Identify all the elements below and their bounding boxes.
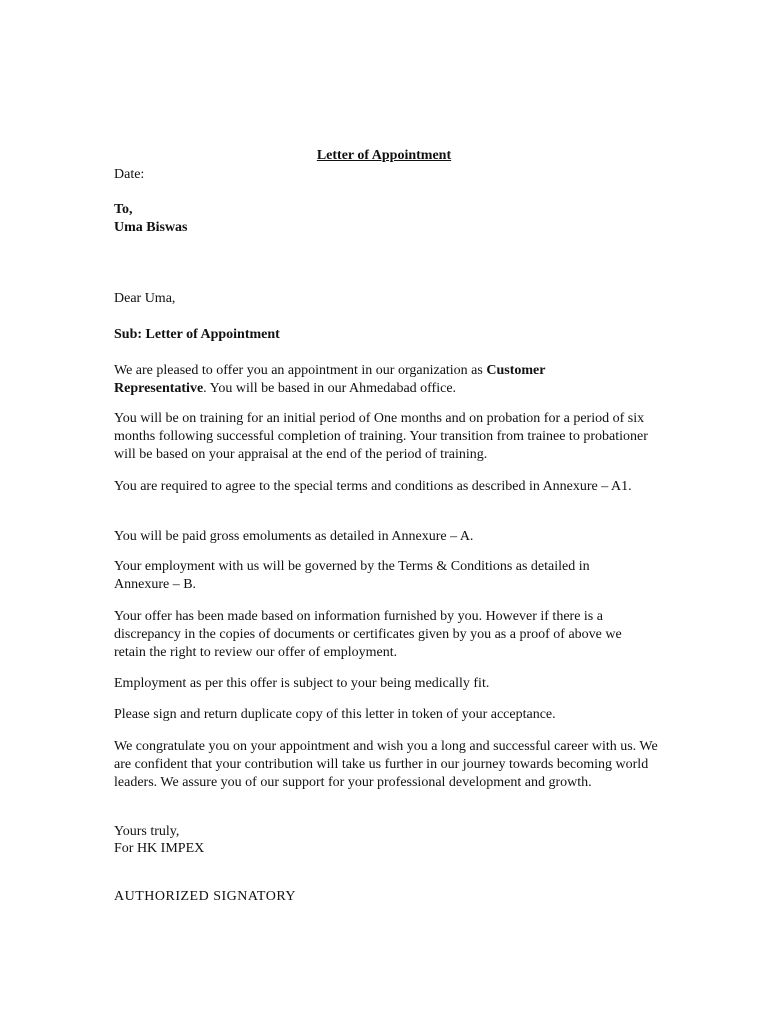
paragraph-congratulations: We congratulate you on your appointment and wish you a long and successful career with us. We are confident that your contribution will take us further in our journey towards becoming world leaders. We assure you of our support for your professional development and growth.: [114, 739, 658, 790]
paragraph-training: You will be on training for an initial period of One months and on probation for a period of six months following successful completion of training. Your transition from trainee to probationer will be based on your appraisal at the end of the period of training.: [114, 411, 648, 462]
job-title: Customer Representative: [114, 363, 546, 396]
company-name: For HK IMPEX: [114, 841, 205, 856]
to-label: To,: [114, 202, 133, 217]
authorized-signatory: AUTHORIZED SIGNATORY: [114, 889, 297, 904]
paragraph-appointment: [114, 362, 584, 398]
subject-line: Sub: Letter of Appointment: [114, 327, 280, 342]
salutation: Dear Uma,: [114, 291, 176, 306]
paragraph-sign-return: Please sign and return duplicate copy of this letter in token of your acceptance.: [114, 707, 556, 722]
paragraph-terms: You are required to agree to the special terms and conditions as described in Annexure – A1.: [114, 479, 632, 494]
paragraph-emoluments: You will be paid gross emoluments as detailed in Annexure – A.: [114, 529, 474, 544]
recipient-name: Uma Biswas: [114, 220, 188, 235]
closing: Yours truly,: [114, 824, 180, 839]
paragraph-verification: Your offer has been made based on information furnished by you. However if there is a discrepancy in the copies of documents or certificates given by you as a proof of above we retain the right to review our offer of employment.: [114, 609, 622, 660]
letter-title: Letter of Appointment: [316, 148, 452, 163]
paragraph-governance: Your employment with us will be governed by the Terms & Conditions as detailed in Annexure – B.: [114, 559, 590, 592]
date-label: Date:: [114, 167, 145, 182]
p1-text-before: We are pleased to offer you an appointment in our organization as: [114, 363, 487, 378]
paragraph-medical: Employment as per this offer is subject to your being medically fit.: [114, 676, 490, 691]
p1-text-after: . You will be based in our Ahmedabad office.: [203, 381, 457, 396]
